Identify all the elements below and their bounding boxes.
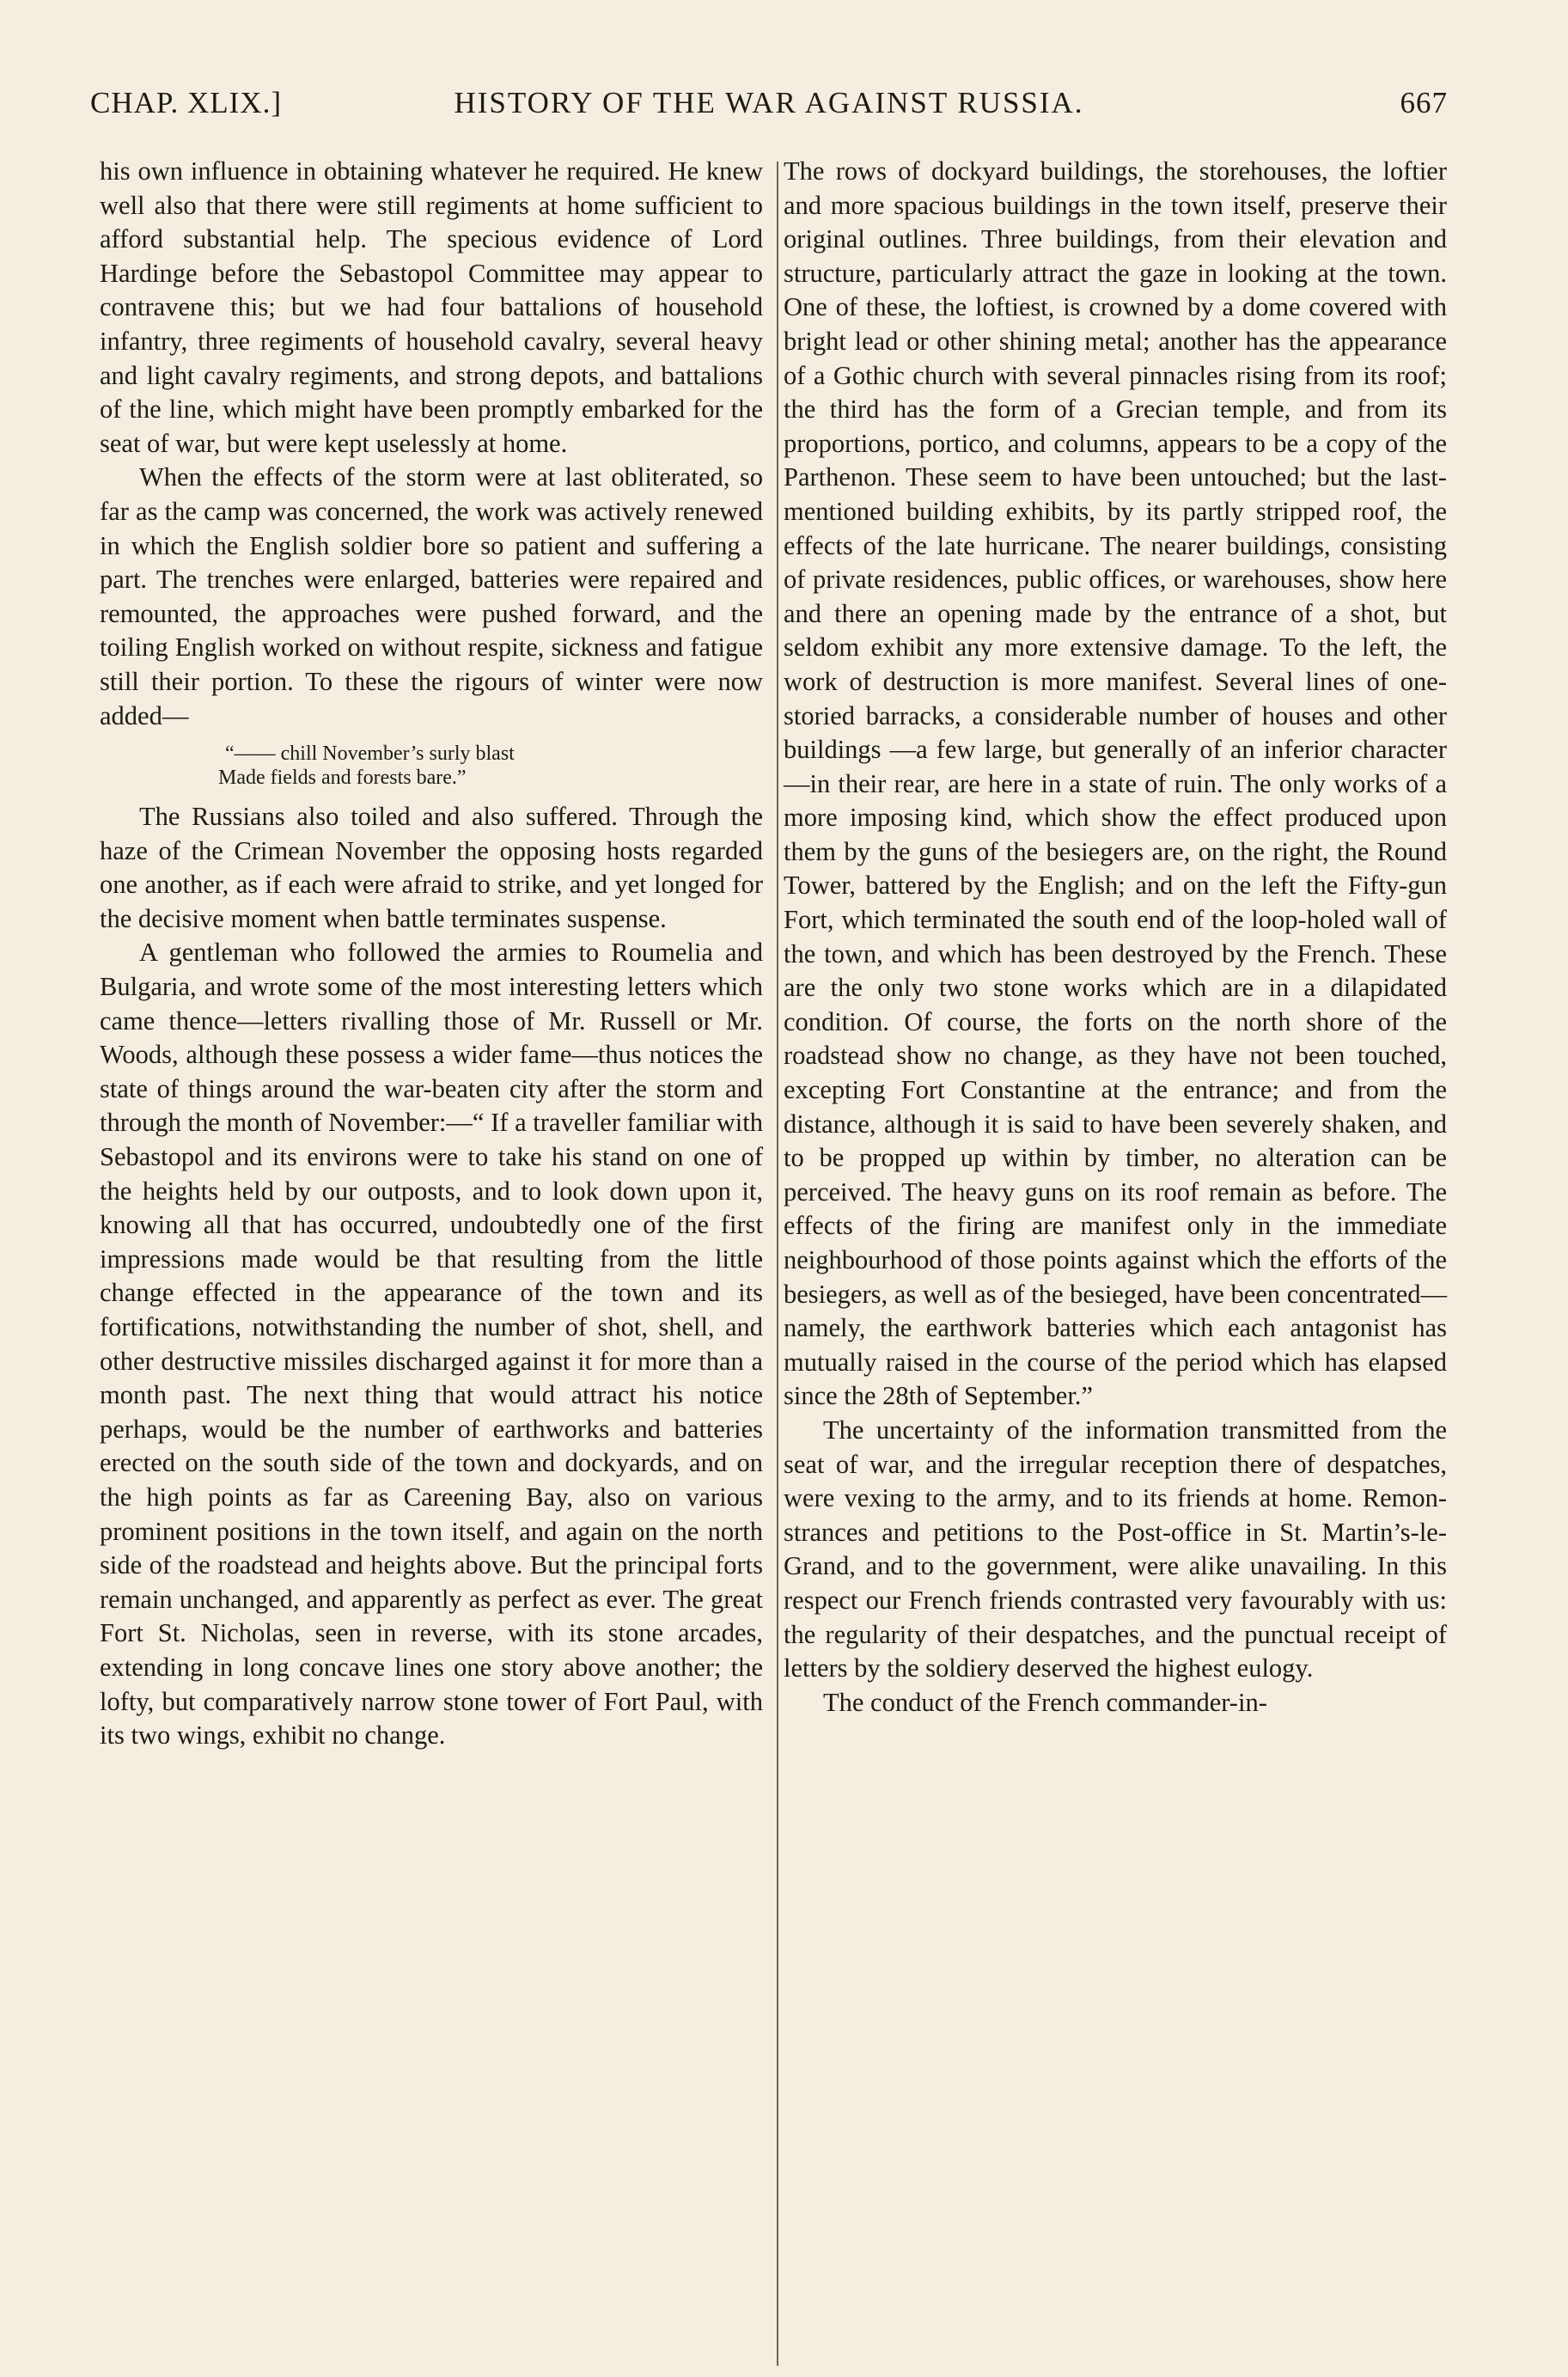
running-title: HISTORY OF THE WAR AGAINST RUSSIA. [454,86,1084,119]
paragraph-russians: The Russians also toiled and also suffered. Through the haze of the Crimean November the opposing hosts regarded one another, as if each were afraid to strike, and yet longed for the decisive moment when battle terminates suspense. [100,802,763,933]
paragraph-gentleman-letters: A gentleman who followed the armies to Roumelia and Bulgaria, and wrote some of the most interesting letters which came thence—letters rivalling those of Mr. Russell or Mr. Woods, although these possess a wider fame—thus notices the state of things around the war-beaten city after the storm and through the month of November:—“ If a traveller familiar with Sebastopol and its environs were to take his stand on one of the heights held by our outposts, and to look down upon it, knowing all that has occurred, undoubtedly one of the first impressions made would be that resulting from the little change effected in the appearance of the town and its fortifications, notwithstanding the number of shot, shell, and other destructive missiles discharged against it for more than a month past. The next thing that would attract his notice perhaps, would be the number of earthworks and batteries erected on the south side of the town and dockyards, and on the high points as far as Careening Bay, also on various prominent positions in the town itself, and again on the north side of the roadstead and heights above. But the principal forts remain unchanged, and apparently as perfect as ever. The great Fort St. Nicholas, seen in reverse, with its stone arcades, extending in long concave lines one story above another; the lofty, but comparatively narrow stone tower of Fort Paul, with its two wings, exhibit no change. [100,938,763,1751]
chapter-label: CHAP. XLIX.] [90,86,282,119]
left-column [100,155,763,1753]
column-rule [777,162,778,2366]
paragraph-continued-quote: The rows of dockyard buildings, the storehouses, the loftier and more spacious buildings in the town itself, preserve their original outlines. Three buildings, from their elevation and structure, particularly attract the gaze in looking at the town. One of these, the loftiest, is crowned by a dome covered with bright lead or other shining metal; another has the appearance of a Gothic church with several pinnacles rising from its roof; the third has the form of a Grecian temple, and from its proportions, portico, and columns, appears to be a copy of the Parthenon. These seem to have been untouched; but the last-mentioned building exhibits, by its partly stripped roof, the effects of the late hurricane. The nearer buildings, consisting of private residences, public offices, or warehouses, show here and there an opening made by the entrance of a shot, but seldom exhibit any more extensive damage. To the left, the work of destruction is more manifest. Several lines of one-storied barracks, a considerable number of houses and other buildings —a few large, but generally of an inferior character—in their rear, are here in a state of ruin. The only works of a more imposing kind, which show the effect produced upon them by the guns of the besiegers are, on the right, the Round Tower, battered by the English; and on the left the Fifty-gun Fort, which terminated the south end of the loop-holed wall of the town, and which has been destroyed by the French. These are the only two stone works which are in a dilapidated condition. Of course, the forts on the north shore of the roadstead show no change, as they have not been touched, excepting Fort Constantine at the entrance; and from the distance, although it is said to have been severely shaken, and to be propped up within by timber, no alteration can be perceived. The heavy guns on its roof remain as before. The effects of the firing are manifest only in the immediate neighbourhood of those points against which the efforts of the besiegers, as well as of the besieged, have been concentrated—namely, the earthwork batteries which each antagonist has mutually raised in the course of the period which has elapsed since the 28th of September.” [784,156,1447,1411]
page-number: 667 [1400,86,1448,119]
paragraph-uncertainty: The uncertainty of the information transmitted from the seat of war, and the irregular reception there of despatches, were vexing to the army, and to its friends at home. Remonstrances and petitions to the Post-office in St. Martin’s-le-Grand, and to the government, were alike unavailing. In this respect our French friends contrasted very favourably with us: the regularity of their despatches, and the punctual receipt of letters by the soldiery deserved the highest eulogy. [784,1415,1447,1683]
paragraph-storm-effects: When the effects of the storm were at last obliterated, so far as the camp was concerned, the work was actively renewed in which the English soldier bore so patient and suffering a part. The trenches were enlarged, batteries were repaired and remounted, the approaches were pushed forward, and the toiling English worked on without respite, sickness and fatigue still their portion. To these the rigours of winter were now added— [100,462,763,730]
verse-line: “—— chill November’s surly blast [225,742,515,766]
paragraph-french-conduct: The conduct of the French commander-in- [823,1687,1267,1717]
right-column [784,155,1447,1720]
paragraph-continued: his own influence in obtaining whatever he required. He knew well also that there were still regiments at home sufficient to afford substantial help. The specious evidence of Lord Hardinge before the Sebastopol Committee may appear to contravene this; but we had four battalions of household infantry, three regiments of household cavalry, several heavy and light cavalry regiments, and strong depots, and battalions of the line, which might have been promptly embarked for the seat of war, but were kept uselessly at home. [100,156,763,458]
verse-quotation [100,742,763,790]
verse-line: Made fields and forests bare.” [218,767,467,790]
running-header [90,86,1448,129]
